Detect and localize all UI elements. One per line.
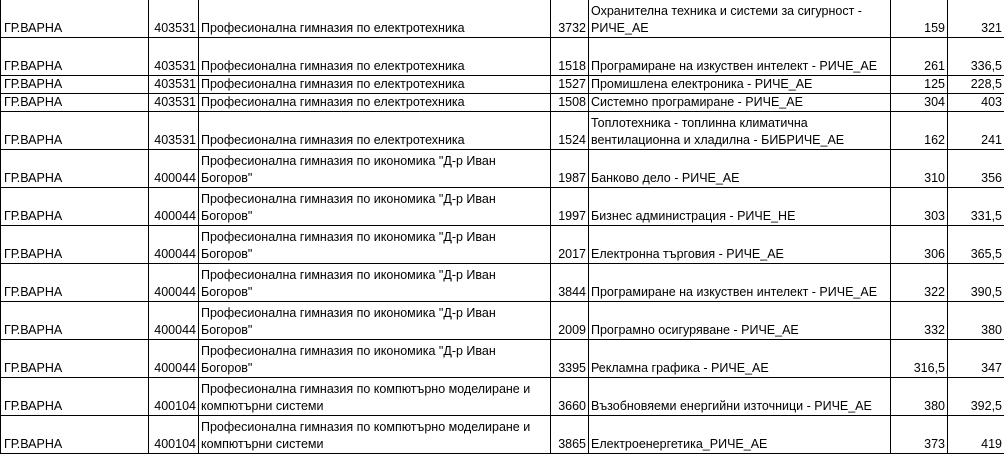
school-name-cell: Професионална гимназия по електротехника <box>199 112 551 150</box>
profession-code-cell: 3844 <box>551 264 589 302</box>
school-name-cell: Професионална гимназия по електротехника <box>199 94 551 112</box>
min-score-cell: 261 <box>891 38 948 76</box>
profession-code-cell: 1508 <box>551 94 589 112</box>
table-row <box>1 38 1004 76</box>
school-name-cell: Професионална гимназия по електротехника <box>199 0 551 38</box>
profession-name-cell: Възобновяеми енергийни източници - РИЧЕ_АЕ <box>589 378 891 416</box>
table-row <box>1 94 1004 112</box>
profession-name-cell: Програмиране на изкуствен интелект - РИЧЕ_АЕ <box>589 38 891 76</box>
school-name-cell: Професионална гимназия по компютърно моделиране и компютърни системи <box>199 416 551 454</box>
profession-name-cell: Системно програмиране - РИЧЕ_АЕ <box>589 94 891 112</box>
city-cell: ГР.ВАРНА <box>1 94 149 112</box>
school-code-cell: 400044 <box>149 226 199 264</box>
school-name-cell: Професионална гимназия по икономика "Д-р Иван Богоров" <box>199 226 551 264</box>
max-score-cell: 390,5 <box>948 264 1004 302</box>
city-cell: ГР.ВАРНА <box>1 0 149 38</box>
school-code-cell: 403531 <box>149 94 199 112</box>
min-score-cell: 159 <box>891 0 948 38</box>
max-score-cell: 356 <box>948 150 1004 188</box>
max-score-cell: 392,5 <box>948 378 1004 416</box>
min-score-cell: 162 <box>891 112 948 150</box>
max-score-cell: 419 <box>948 416 1004 454</box>
city-cell: ГР.ВАРНА <box>1 112 149 150</box>
min-score-cell: 322 <box>891 264 948 302</box>
profession-name-cell: Програмно осигуряване - РИЧЕ_АЕ <box>589 302 891 340</box>
school-name-cell: Професионална гимназия по икономика "Д-р Иван Богоров" <box>199 188 551 226</box>
profession-code-cell: 1527 <box>551 76 589 94</box>
profession-name-cell: Електронна търговия - РИЧЕ_АЕ <box>589 226 891 264</box>
max-score-cell: 241 <box>948 112 1004 150</box>
school-code-cell: 403531 <box>149 38 199 76</box>
profession-name-cell: Програмиране на изкуствен интелект - РИЧЕ_АЕ <box>589 264 891 302</box>
city-cell: ГР.ВАРНА <box>1 378 149 416</box>
profession-name-cell: Топлотехника - топлинна климатична вентилационна и хладилна - БИБРИЧЕ_АЕ <box>589 112 891 150</box>
profession-code-cell: 3865 <box>551 416 589 454</box>
school-code-cell: 400044 <box>149 264 199 302</box>
table-row <box>1 416 1004 454</box>
profession-code-cell: 2009 <box>551 302 589 340</box>
city-cell: ГР.ВАРНА <box>1 302 149 340</box>
profession-name-cell: Електроенергетика_РИЧЕ_АЕ <box>589 416 891 454</box>
profession-code-cell: 2017 <box>551 226 589 264</box>
table-row <box>1 302 1004 340</box>
table-row <box>1 340 1004 378</box>
profession-code-cell: 1987 <box>551 150 589 188</box>
min-score-cell: 310 <box>891 150 948 188</box>
profession-name-cell: Банково дело - РИЧЕ_АЕ <box>589 150 891 188</box>
school-code-cell: 400104 <box>149 416 199 454</box>
max-score-cell: 347 <box>948 340 1004 378</box>
school-name-cell: Професионална гимназия по икономика "Д-р Иван Богоров" <box>199 150 551 188</box>
min-score-cell: 304 <box>891 94 948 112</box>
school-name-cell: Професионална гимназия по икономика "Д-р Иван Богоров" <box>199 340 551 378</box>
school-name-cell: Професионална гимназия по електротехника <box>199 38 551 76</box>
school-code-cell: 400104 <box>149 378 199 416</box>
min-score-cell: 332 <box>891 302 948 340</box>
profession-name-cell: Бизнес администрация - РИЧЕ_НЕ <box>589 188 891 226</box>
school-code-cell: 400044 <box>149 340 199 378</box>
max-score-cell: 380 <box>948 302 1004 340</box>
min-score-cell: 373 <box>891 416 948 454</box>
profession-code-cell: 1524 <box>551 112 589 150</box>
table-row <box>1 188 1004 226</box>
table-row <box>1 226 1004 264</box>
min-score-cell: 316,5 <box>891 340 948 378</box>
school-code-cell: 400044 <box>149 302 199 340</box>
city-cell: ГР.ВАРНА <box>1 150 149 188</box>
profession-code-cell: 3395 <box>551 340 589 378</box>
school-code-cell: 403531 <box>149 0 199 38</box>
city-cell: ГР.ВАРНА <box>1 264 149 302</box>
max-score-cell: 403 <box>948 94 1004 112</box>
max-score-cell: 228,5 <box>948 76 1004 94</box>
school-name-cell: Професионална гимназия по икономика "Д-р Иван Богоров" <box>199 264 551 302</box>
school-name-cell: Професионална гимназия по икономика "Д-р Иван Богоров" <box>199 302 551 340</box>
table-row <box>1 264 1004 302</box>
profession-name-cell: Промишлена електроника - РИЧЕ_АЕ <box>589 76 891 94</box>
school-code-cell: 400044 <box>149 150 199 188</box>
max-score-cell: 336,5 <box>948 38 1004 76</box>
city-cell: ГР.ВАРНА <box>1 340 149 378</box>
city-cell: ГР.ВАРНА <box>1 38 149 76</box>
profession-code-cell: 1997 <box>551 188 589 226</box>
school-code-cell: 400044 <box>149 188 199 226</box>
school-name-cell: Професионална гимназия по електротехника <box>199 76 551 94</box>
city-cell: ГР.ВАРНА <box>1 226 149 264</box>
profession-name-cell: Рекламна графика - РИЧЕ_АЕ <box>589 340 891 378</box>
min-score-cell: 306 <box>891 226 948 264</box>
school-code-cell: 403531 <box>149 76 199 94</box>
profession-code-cell: 3732 <box>551 0 589 38</box>
profession-code-cell: 1518 <box>551 38 589 76</box>
city-cell: ГР.ВАРНА <box>1 76 149 94</box>
max-score-cell: 365,5 <box>948 226 1004 264</box>
table-row <box>1 150 1004 188</box>
min-score-cell: 380 <box>891 378 948 416</box>
table-body <box>1 0 1004 454</box>
school-code-cell: 403531 <box>149 112 199 150</box>
table-row <box>1 112 1004 150</box>
city-cell: ГР.ВАРНА <box>1 188 149 226</box>
max-score-cell: 321 <box>948 0 1004 38</box>
table-row <box>1 0 1004 38</box>
max-score-cell: 331,5 <box>948 188 1004 226</box>
city-cell: ГР.ВАРНА <box>1 416 149 454</box>
min-score-cell: 125 <box>891 76 948 94</box>
table-row <box>1 378 1004 416</box>
school-name-cell: Професионална гимназия по компютърно моделиране и компютърни системи <box>199 378 551 416</box>
profession-code-cell: 3660 <box>551 378 589 416</box>
table-row <box>1 76 1004 94</box>
min-score-cell: 303 <box>891 188 948 226</box>
profession-name-cell: Охранителна техника и системи за сигурност - РИЧЕ_АЕ <box>589 0 891 38</box>
